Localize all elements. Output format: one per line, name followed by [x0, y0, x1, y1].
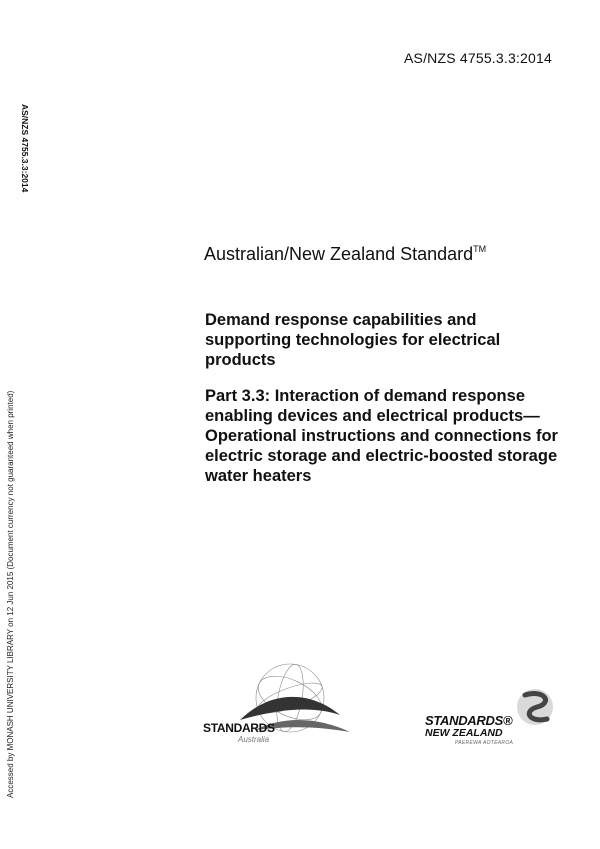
standards-nz-wordmark-line2: NEW ZEALAND [425, 727, 503, 739]
document-subtitle: Part 3.3: Interaction of demand response enabling devices and electrical products—Operational instructions and connections for electric storage and electric-boosted storage water heaters [205, 387, 558, 485]
standards-nz-wordmark: STANDARDS® [425, 713, 513, 728]
standards-australia-emblem-icon [200, 660, 370, 750]
standards-australia-wordmark: STANDARDS [203, 721, 275, 735]
access-note: Accessed by MONASH UNIVERSITY LIBRARY on 12 Jun 2015 (Document currency not guaranteed when printed) [6, 390, 15, 798]
standards-australia-sub: Australia [238, 735, 270, 744]
spine-document-number: AS/NZS 4755.3.3:2014 [20, 104, 30, 193]
trademark-mark: TM [473, 244, 487, 254]
standards-new-zealand-logo [425, 685, 565, 745]
series-label: Australian/New Zealand Standard [204, 244, 474, 264]
standards-australia-logo [200, 660, 370, 750]
document-number: AS/NZS 4755.3.3:2014 [404, 50, 552, 66]
document-title: Demand response capabilities and supporting technologies for electrical products [205, 311, 501, 369]
standard-series-heading [204, 244, 486, 265]
standards-nz-maori-name: PAEREWA AOTEAROA [455, 740, 514, 746]
